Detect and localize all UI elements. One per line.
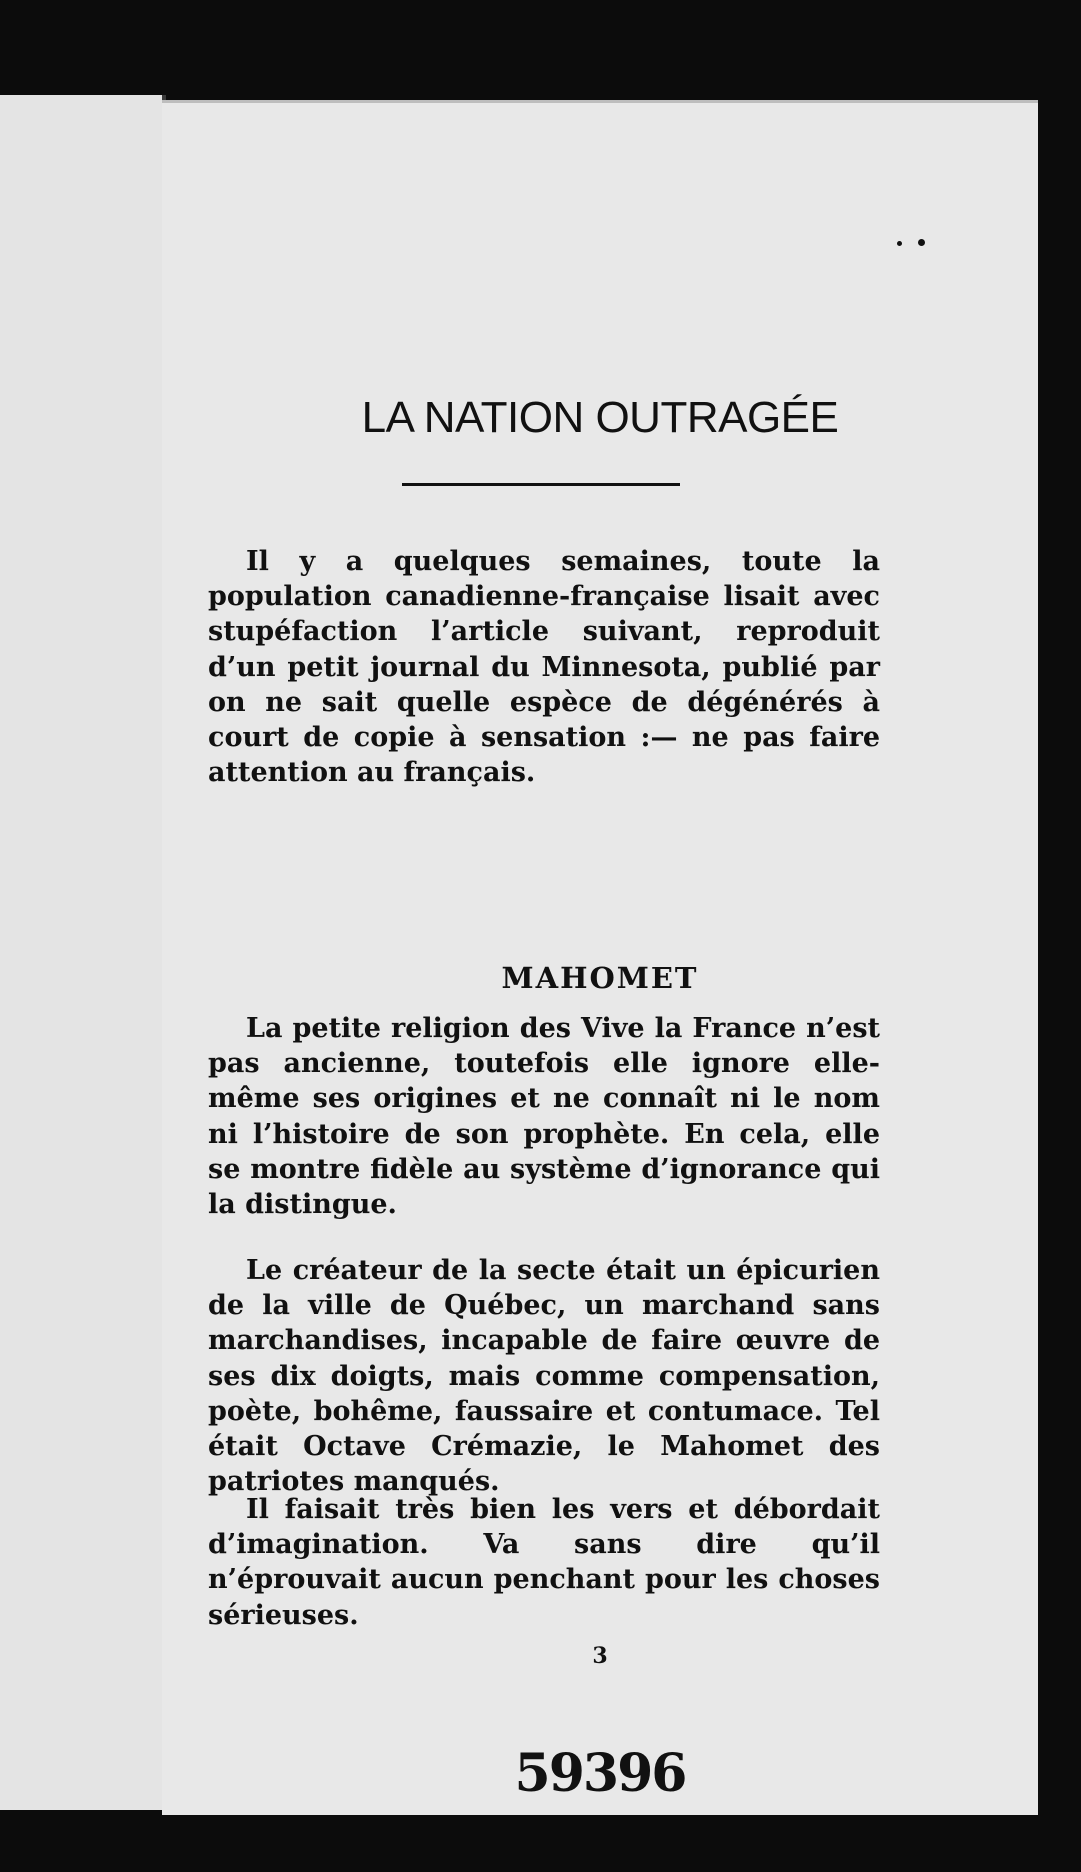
body-paragraph-2: Le créateur de la secte était un épicurien de la ville de Québec, un marchand sans marchandises, incapable de faire œuvre de ses dix doigts, mais comme compensation, poète, bohême, faussaire et contumace. Tel était Octave Crémazie, le Mahomet des patriotes manqués.	[208, 1255, 880, 1498]
accession-stamp: 59396	[514, 1743, 686, 1804]
page-number: 3	[592, 1643, 608, 1669]
section-heading: MAHOMET	[501, 961, 699, 995]
title-rule	[402, 483, 680, 486]
facing-page-edge	[0, 95, 166, 1810]
body-paragraph-1: La petite religion des Vive la France n’est pas ancienne, toutefois elle ignore elle-même ses origines et ne connaît ni le nom ni l’histoire de son prophète. En cela, elle se montre fidèle au système d’ignorance qui la distingue.	[208, 1013, 880, 1221]
ink-speck	[897, 241, 902, 246]
ink-speck	[918, 239, 925, 246]
book-page	[162, 100, 1038, 1815]
body-paragraph-3: Il faisait très bien les vers et débordait d’imagination. Va sans dire qu’il n’éprouvait aucun penchant pour les choses sérieuses.	[208, 1494, 880, 1631]
intro-paragraph: Il y a quelques semaines, toute la population canadienne-française lisait avec stupéfaction l’article suivant, reproduit d’un petit journal du Minnesota, publié par on ne sait quelle espèce de dégénérés à court de copie à sensation :— ne pas faire attention au français.	[208, 546, 880, 789]
page-title: LA NATION OUTRAGÉE	[361, 393, 839, 442]
